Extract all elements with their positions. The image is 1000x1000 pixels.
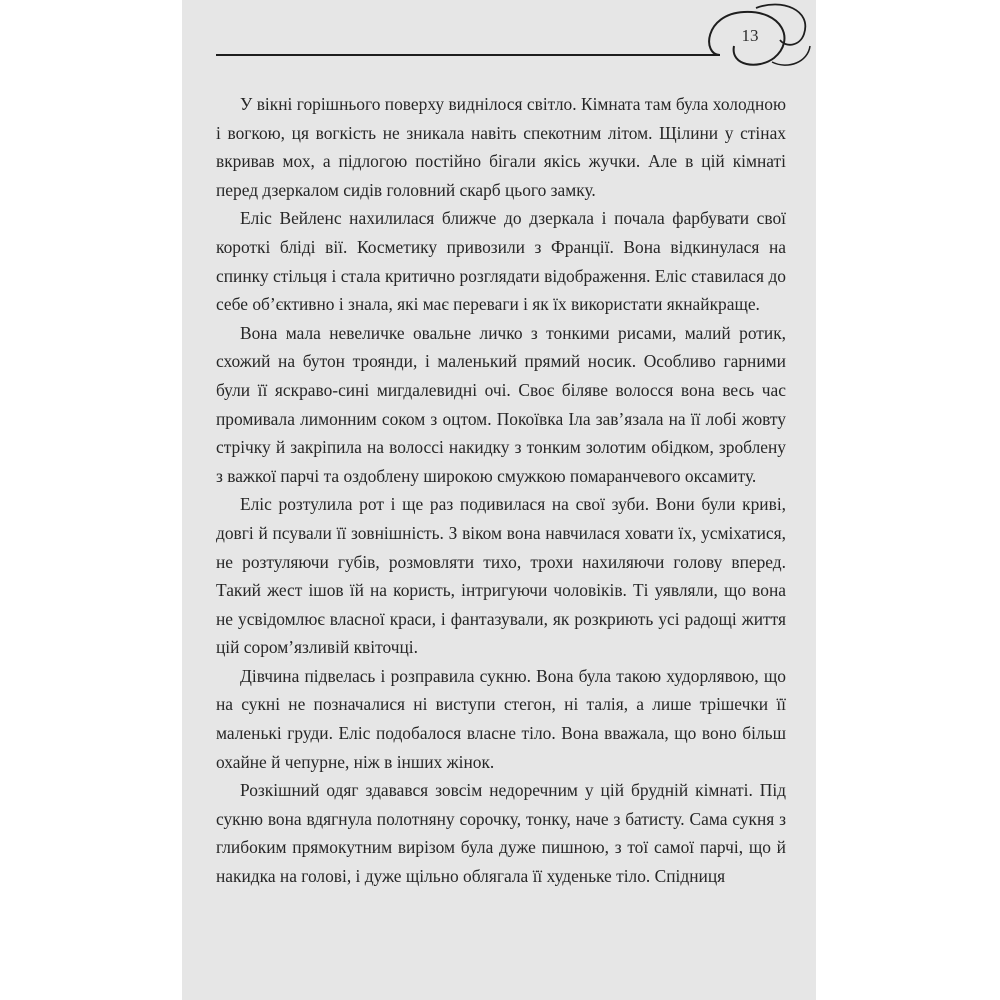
- paragraph: Еліс Вейленс нахилилася ближче до дзеркала і почала фарбувати свої короткі бліді вії. Косметику привозили з Франції. Вона відкинулася на спинку стільця і стала критично розглядати відображення. Еліс ставилася до себе об’єктивно і знала, які має переваги і як їх використати якнайкраще.: [216, 208, 786, 315]
- paragraph: Вона мала невеличке овальне личко з тонкими рисами, малий ротик, схожий на бутон троянди, і маленький прямий носик. Особливо гарними були її яскраво-сині мигдалевидні очі. Своє біляве волосся вона весь час промивала лимонним соком з оцтом. Покоївка Іла зав’язала на її лобі жовту стрічку й закріпила на волоссі накидку з тонким золотим обідком, зроблену з важкої парчі та оздоблену широкою смужкою помаранчевого оксамиту.: [216, 322, 786, 486]
- page-number: 13: [741, 26, 759, 45]
- paragraph: Розкішний одяг здавався зовсім недоречним у цій брудній кімнаті. Під сукню вона вдягнула полотняну сорочку, тонку, наче з батисту. Сама сукня з глибоким прямокутним вирізом була дуже пишною, з тої самої парчі, що й накидка на голові, і дуже щільно облягала її худеньке тіло. Спідниця: [216, 780, 786, 887]
- body-text: [216, 90, 786, 891]
- paragraph: У вікні горішнього поверху виднілося світло. Кімната там була холодною і вогкою, ця вогкість не зникала навіть спекотним літом. Щілини у стінах вкривав мох, а підлогою постійно бігали якісь жучки. Але в цій кімнаті перед дзеркалом сидів головний скарб цього замку.: [216, 94, 786, 200]
- page-header: [182, 0, 816, 80]
- book-page: [182, 0, 816, 1000]
- header-ornament-icon: [182, 0, 816, 80]
- paragraph: Еліс розтулила рот і ще раз подивилася на свої зуби. Вони були криві, довгі й псували її зовнішність. З віком вона навчилася ховати їх, усміхатися, не розтуляючи губів, розмовляти тихо, трохи нахиляючи голову вперед. Такий жест ішов їй на користь, інтригуючи чоловіків. Ті уявляли, що вона не усвідомлює власної краси, і фантазували, як розкриють усі радощі життя цій сором’язливій квіточці.: [216, 494, 786, 658]
- paragraph: Дівчина підвелась і розправила сукню. Вона була такою худорлявою, що на сукні не позначалися ні виступи стегон, ні талія, а лише трішечки її маленькі груди. Еліс подобалося власне тіло. Вона вважала, що воно більш охайне й чепурне, ніж в інших жінок.: [216, 665, 786, 772]
